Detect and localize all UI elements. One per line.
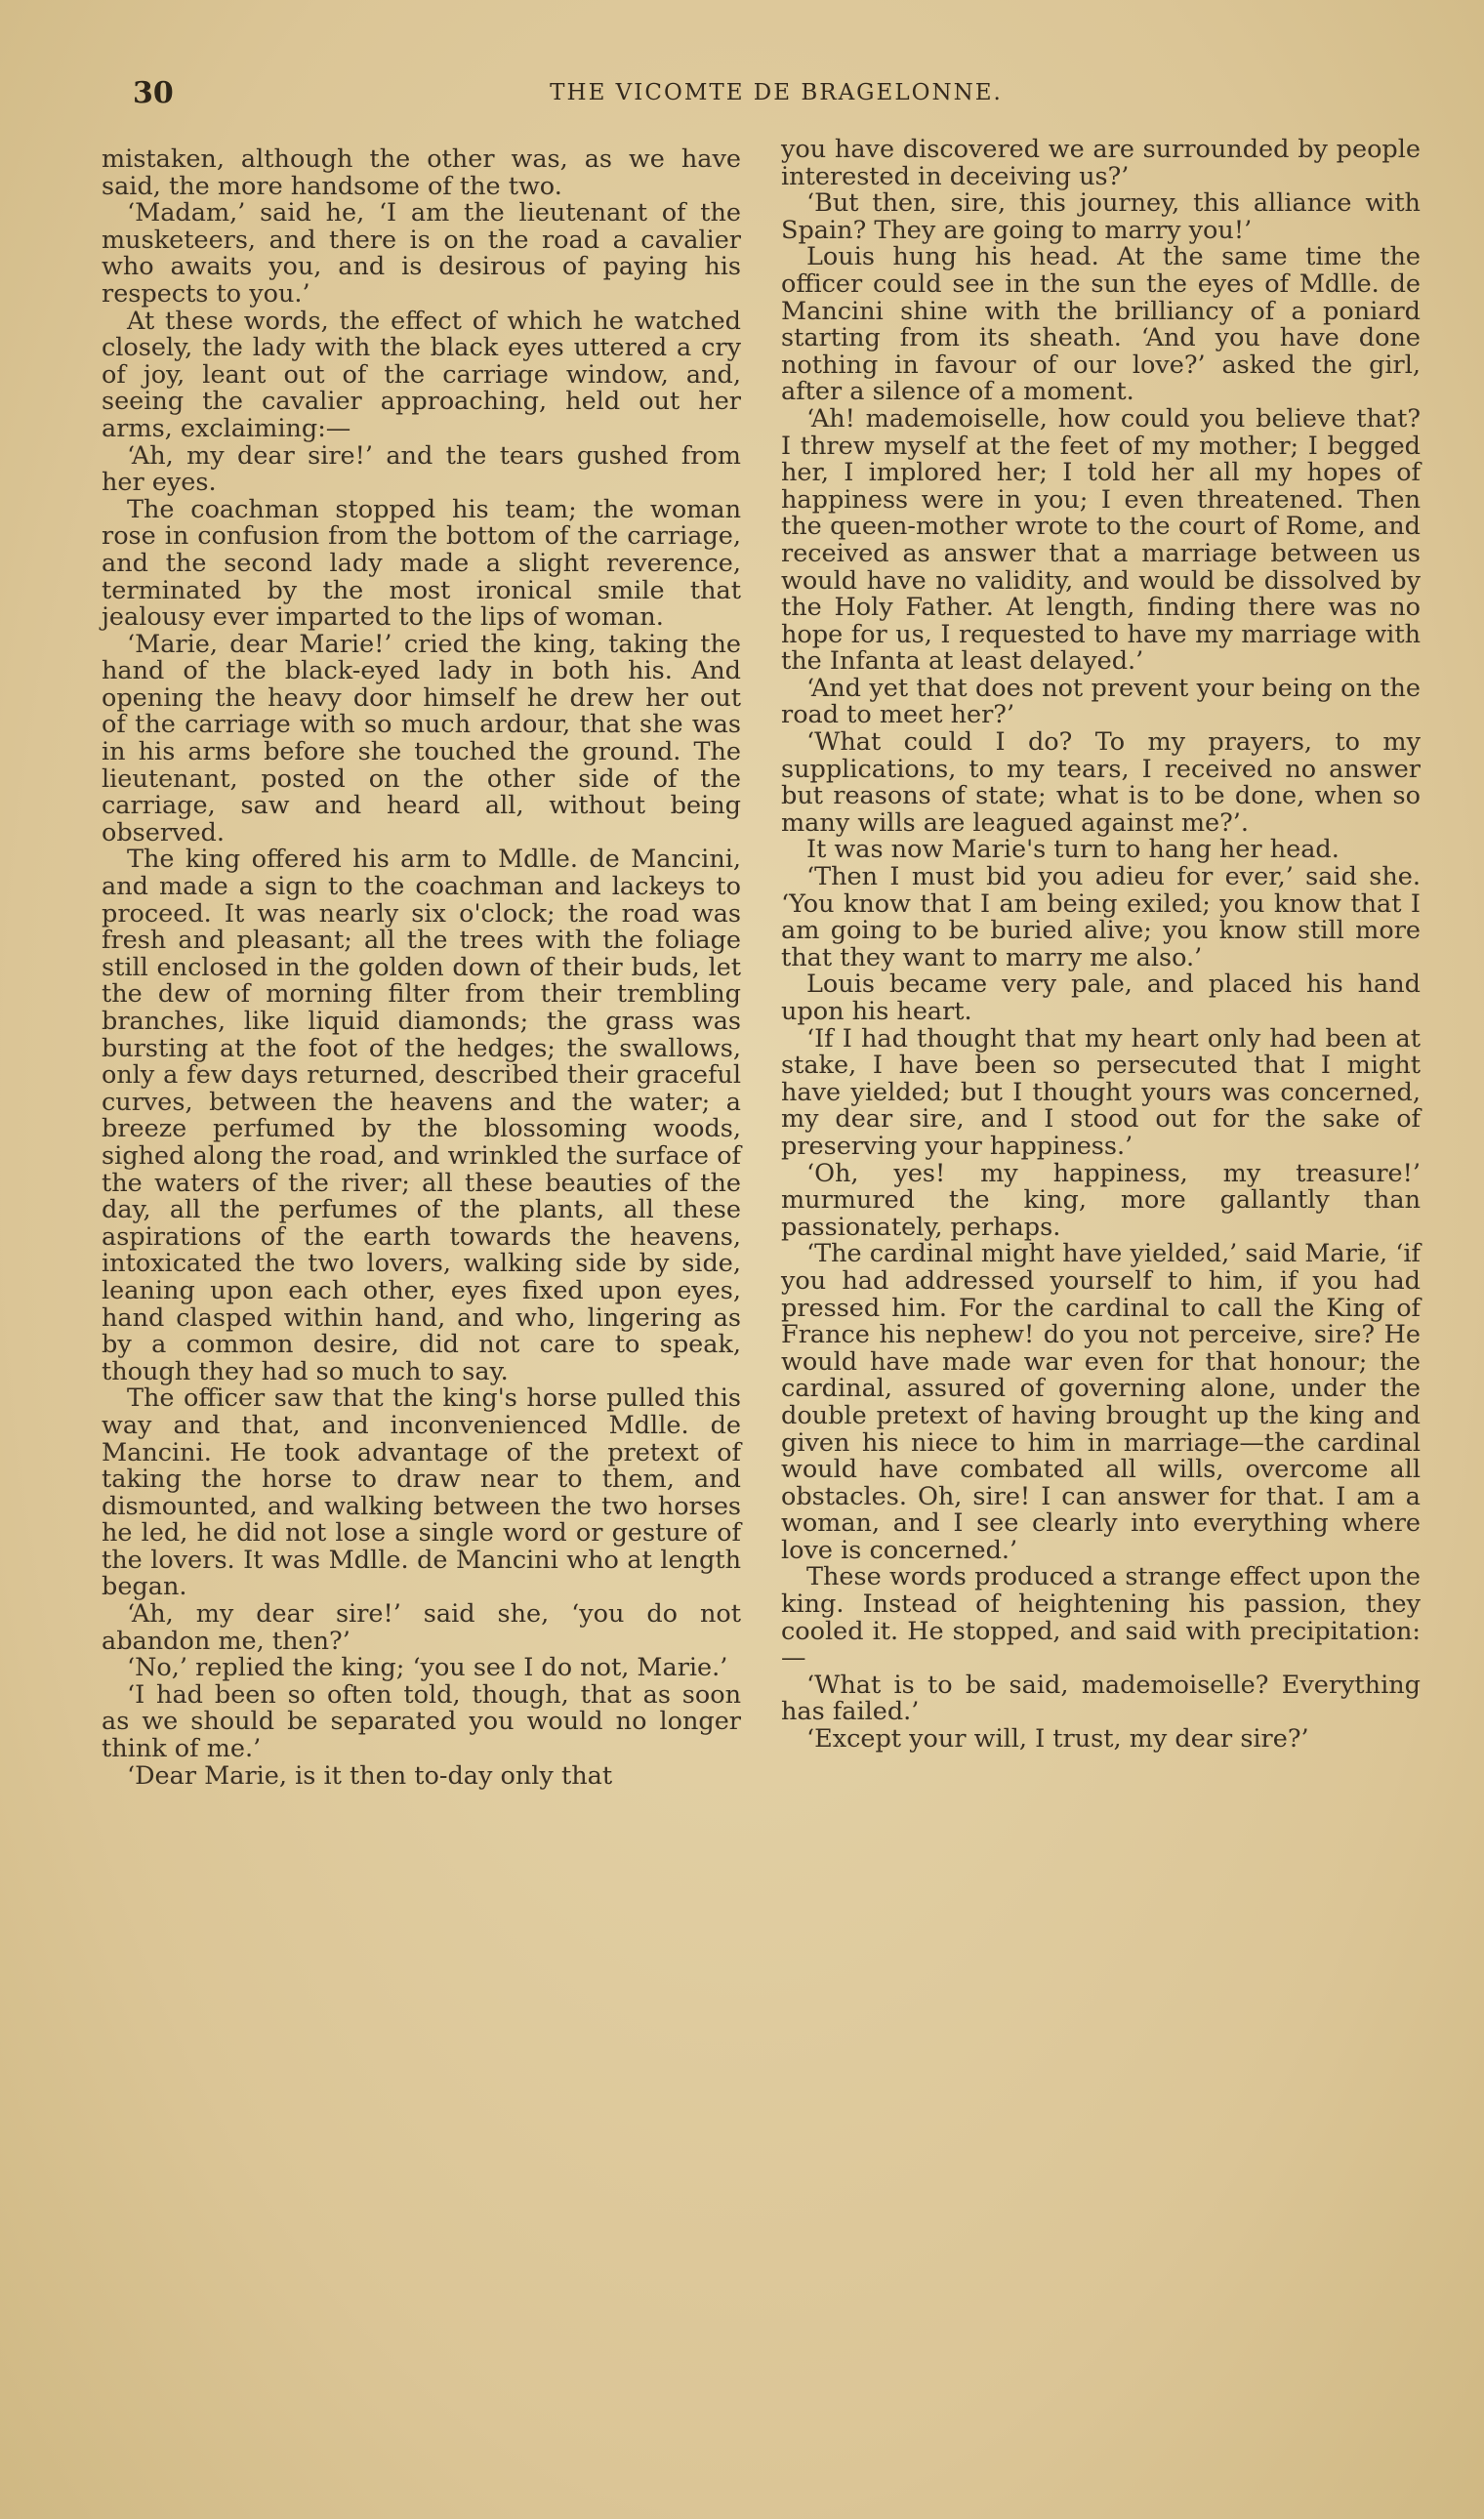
paragraph: ‘Ah! mademoiselle, how could you believe that? I threw myself at the feet of my mother; I begged her, I implored her; I told her all my hopes of happiness were in you; I even threatened. Then the queen-mother wrote to the court of Rome, and received as answer that a marriage between us would have no validity, and would be dissolved by the Holy Father. At length, finding there was no hope for us, I requested to have my marriage with the Infanta at least delayed.’ — [781, 403, 1421, 677]
paragraph: ‘Marie, dear Marie!’ cried the king, taking the hand of the black-eyed lady in both his. And opening the heavy door himself he drew her out of the carriage with so much ardour, that she was in his arms before she touched the ground. The lieutenant, posted on the other side of the carriage, saw and heard all, without being observed. — [102, 629, 741, 847]
paragraph: ‘What could I do? To my prayers, to my supplications, to my tears, I received no answer but reasons of state; what is to be done, when so many wills are leagued against me?’. — [781, 727, 1421, 838]
paragraph: mistaken, although the other was, as we have said, the more handsome of the two. — [102, 145, 741, 201]
right-column — [781, 137, 1421, 1754]
paragraph: The coachman stopped his team; the woman rose in confusion from the bottom of the carriage, and the second lady made a slight reverence, terminated by the most ironical smile that jealousy ever imparted to the lips of woman. — [102, 494, 741, 633]
paragraph: ‘No,’ replied the king; ‘you see I do not, Marie.’ — [127, 1653, 728, 1683]
paragraph: ‘I had been so often told, though, that as soon as we should be separated you would no longer think of me.’ — [102, 1679, 741, 1764]
paragraph: Louis hung his head. At the same time the officer could see in the sun the eyes of Mdlle. de Mancini shine with the brilliancy of a poniard starting from its sheath. ‘And you have done nothing in favour of our love?’ asked the girl, after a silence of a moment. — [781, 242, 1421, 407]
paragraph: ‘Then I must bid you adieu for ever,’ said she. ‘You know that I am being exiled; you know that I am going to be buried alive; you know still more that they want to marry me also.’ — [781, 862, 1421, 972]
paragraph: At these words, the effect of which he watched closely, the lady with the black eyes uttered a cry of joy, leant out of the carriage window, and, seeing the cavalier approaching, held out her arms, exclaiming:— — [102, 306, 741, 443]
paragraph: ‘Dear Marie, is it then to-day only that — [127, 1760, 613, 1791]
paragraph: Louis became very pale, and placed his hand upon his heart. — [781, 970, 1421, 1026]
paragraph: you have discovered we are surrounded by people interested in deceiving us?’ — [781, 135, 1421, 191]
paragraph: ‘Madam,’ said he, ‘I am the lieutenant of the musketeers, and there is on the road a cavalier who awaits you, and is desirous of paying his respects to you.’ — [102, 198, 741, 309]
paragraph: The officer saw that the king's horse pulled this way and that, and inconvenienced Mdlle. de Mancini. He took advantage of the pretext of taking the horse to draw near to them, and dismounted, and walking between the two horses he led, he did not lose a single word or gesture of the lovers. It was Mdlle. de Mancini who at length began. — [102, 1383, 741, 1602]
paragraph: These words produced a strange effect upon the king. Instead of heightening his passion, they cooled it. He stopped, and said with precipitation:— — [781, 1562, 1421, 1673]
paragraph: It was now Marie's turn to hang her head. — [806, 835, 1340, 865]
running-title: THE VICOMTE DE BRAGELONNE. — [550, 80, 1003, 105]
paragraph: ‘If I had thought that my heart only had been at stake, I have been so persecuted that I might have yielded; but I thought yours was concerned, my dear sire, and I stood out for the sake of preserving your happiness.’ — [781, 1023, 1421, 1161]
paragraph: ‘But then, sire, this journey, this alliance with Spain? They are going to marry you!’ — [781, 188, 1421, 245]
page-number: 30 — [133, 76, 174, 110]
paragraph: ‘Ah, my dear sire!’ said she, ‘you do not abandon me, then?’ — [102, 1599, 741, 1656]
left-column — [102, 146, 741, 1790]
page-header — [127, 76, 1425, 115]
paragraph: The king offered his arm to Mdlle. de Mancini, and made a sign to the coachman and lackeys to proceed. It was nearly six o'clock; the road was fresh and pleasant; all the trees with the foliage still enclosed in the golden down of their buds, let the dew of morning filter from their trembling branches, like liquid diamonds; the grass was bursting at the foot of the hedges; the swallows, only a few days returned, described their graceful curves, between the heavens and the water; a breeze perfumed by the blossoming woods, sighed along the road, and wrinkled the surface of the waters of the river; all these beauties of the day, all the perfumes of the plants, all these aspirations of the earth towards the heavens, intoxicated the two lovers, walking side by side, leaning upon each other, eyes fixed upon eyes, hand clasped within hand, and who, lingering as by a common desire, did not care to speak, though they had so much to say. — [102, 845, 741, 1386]
paragraph: ‘The cardinal might have yielded,’ said Marie, ‘if you had addressed yourself to him, if you had pressed him. For the cardinal to call the King of France his nephew! do you not perceive, sire? He would have made war even for that honour; the cardinal, assured of governing alone, under the double pretext of having brought up the king and given his niece to him in marriage—the cardinal would have combated all wills, overcome all obstacles. Oh, sire! I can answer for that. I am a woman, and I see clearly into everything where love is concerned.’ — [781, 1239, 1421, 1565]
paragraph: ‘Except your will, I trust, my dear sire?’ — [806, 1724, 1309, 1755]
paragraph: ‘And yet that does not prevent your being on the road to meet her?’ — [781, 673, 1421, 730]
paragraph: ‘Ah, my dear sire!’ and the tears gushed from her eyes. — [102, 440, 741, 498]
paragraph: ‘Oh, yes! my happiness, my treasure!’ murmured the king, more gallantly than passionately, perhaps. — [781, 1158, 1421, 1242]
paragraph: ‘What is to be said, mademoiselle? Everything has failed.’ — [781, 1670, 1421, 1727]
